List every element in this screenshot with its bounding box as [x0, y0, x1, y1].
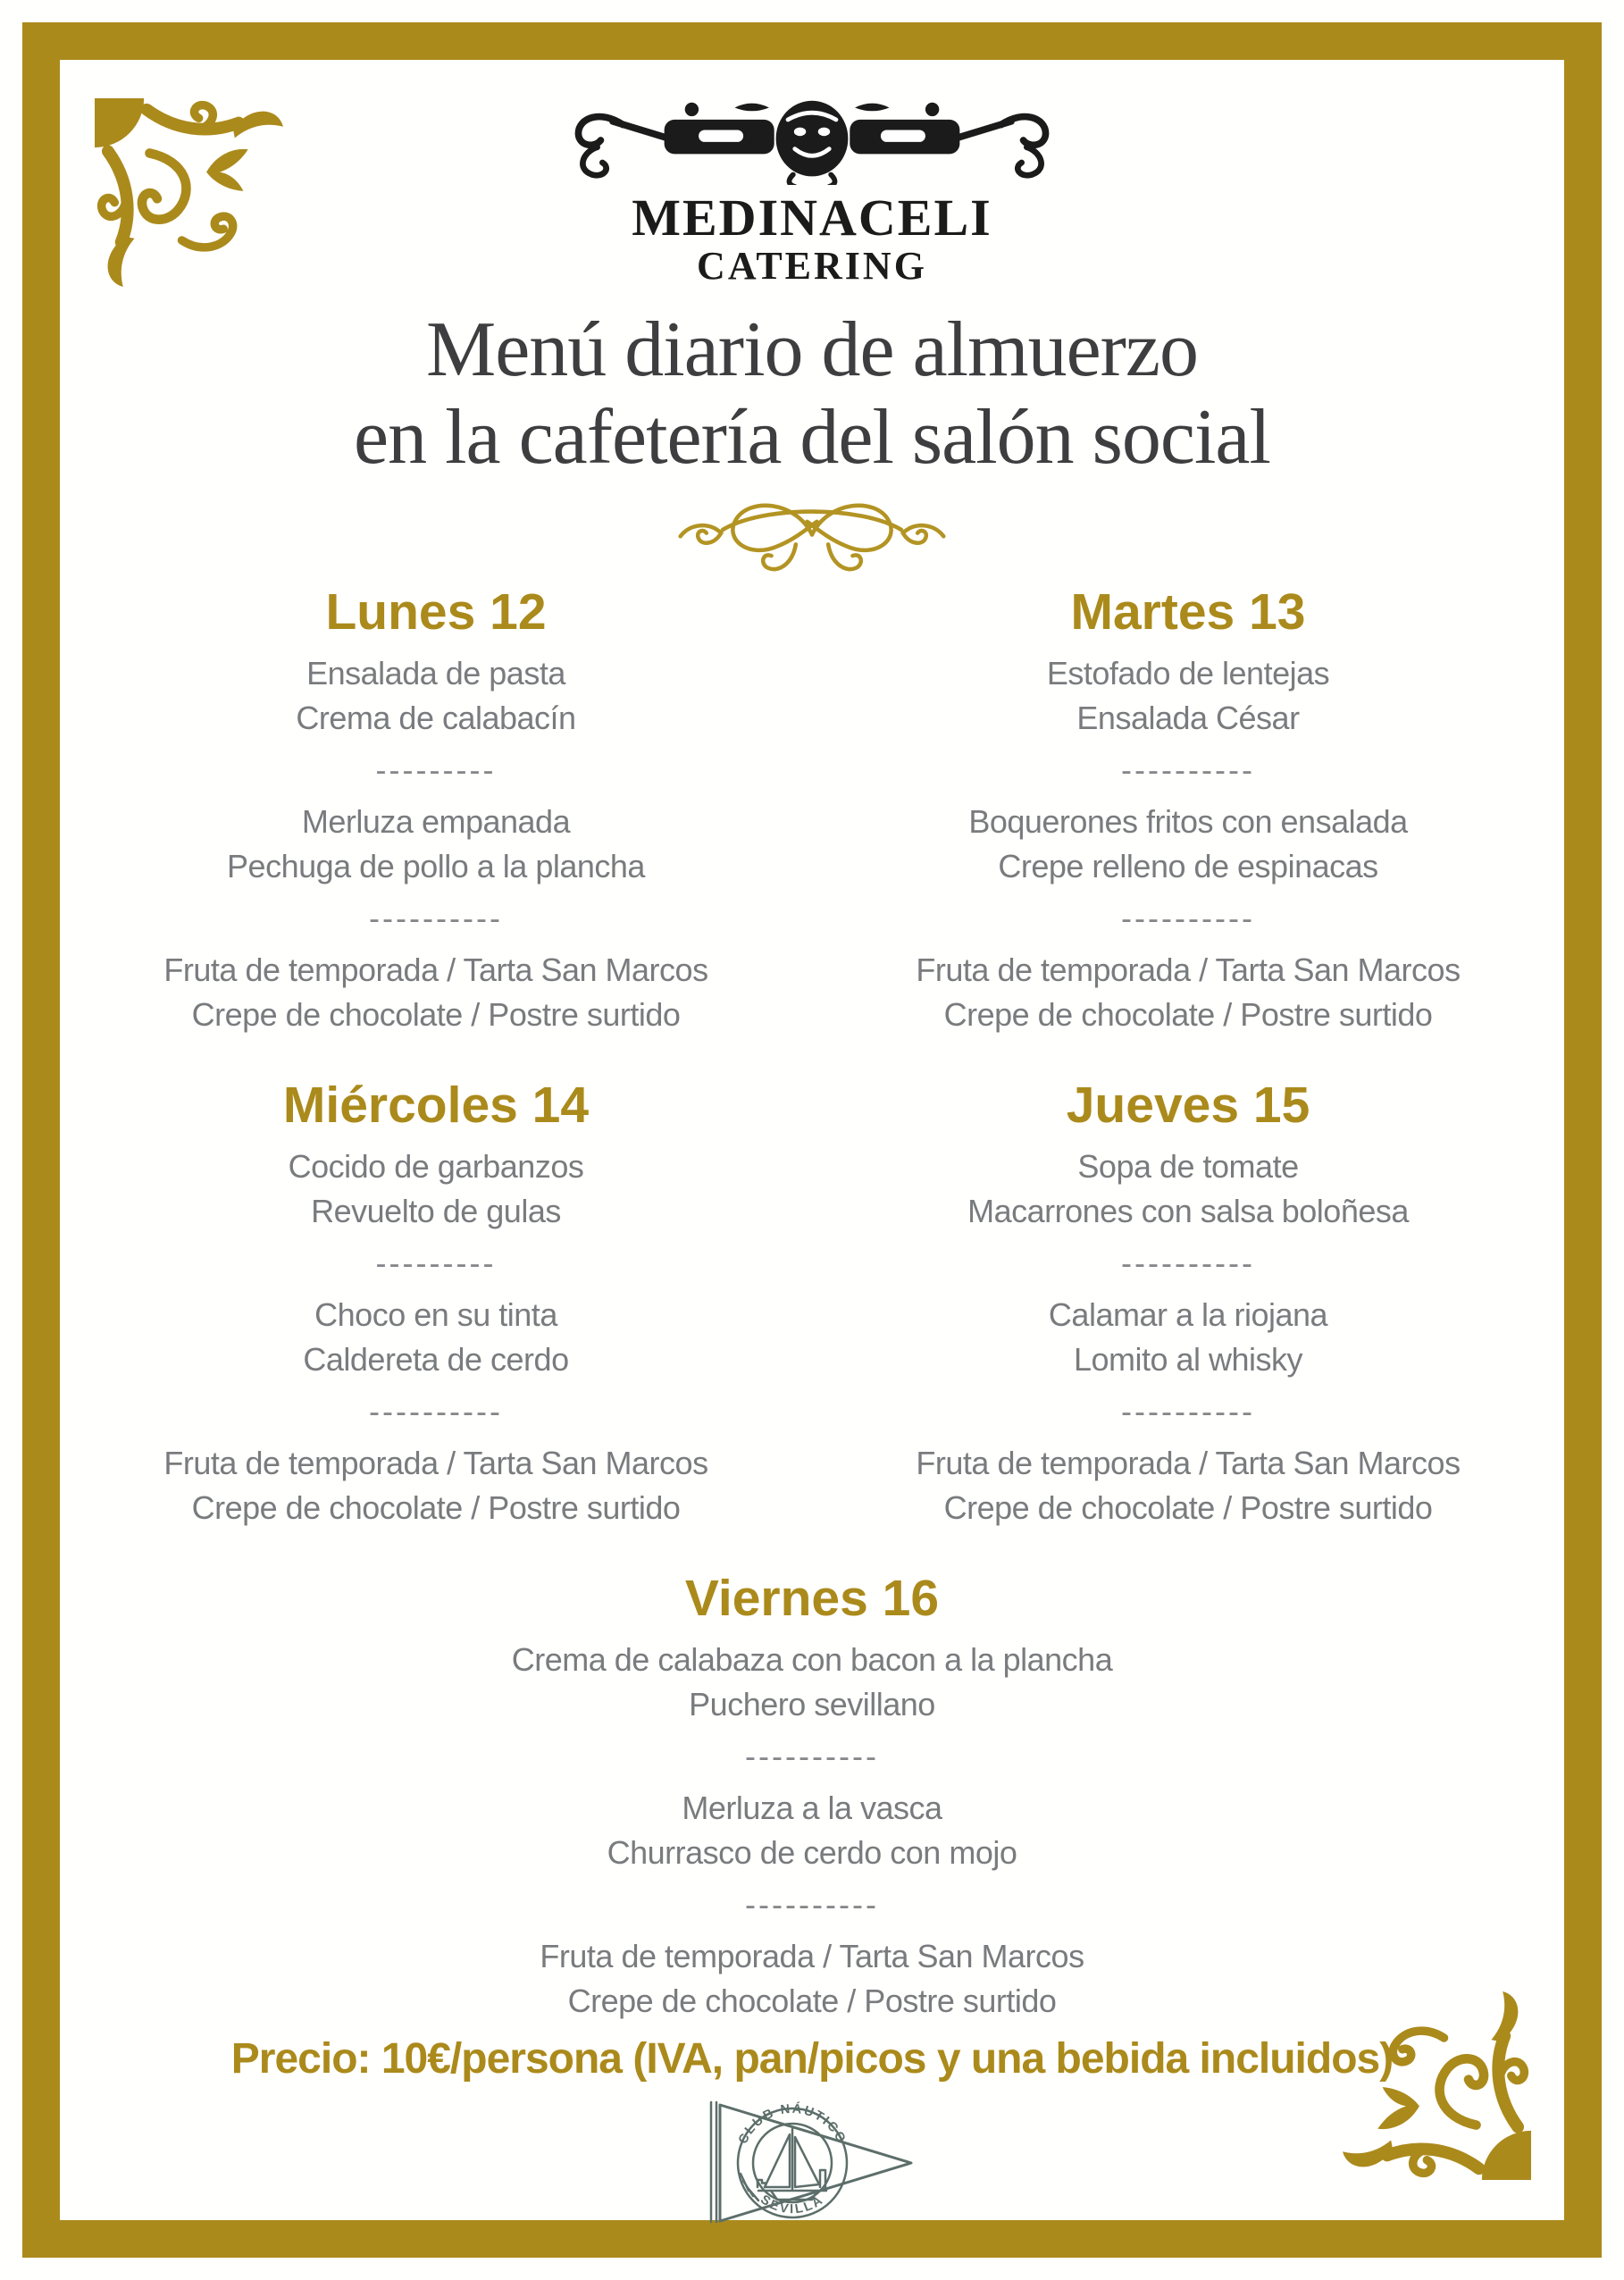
menu-item: Macarrones con salsa boloñesa [967, 1193, 1409, 1229]
menu-item: Crema de calabaza con bacon a la plancha [511, 1641, 1113, 1678]
menu-item: Crepe de chocolate / Postre surtido [943, 1489, 1433, 1526]
menu-item: Cocido de garbanzos [288, 1148, 584, 1185]
menu-page [60, 60, 1564, 2220]
stamp-wrap [60, 2095, 1564, 2234]
menu-item: Crema de calabacín [296, 700, 576, 736]
menu-item: Puchero sevillano [689, 1686, 935, 1723]
price-line: Precio: 10€/persona (IVA, pan/picos y una bebida incluidos) [230, 2035, 1394, 2083]
menu-item: Churrasco de cerdo con mojo [607, 1834, 1017, 1871]
day-section-viernes [60, 1570, 1564, 2024]
course-separator: ---------- [369, 1393, 503, 1429]
menu-item: Ensalada César [1076, 700, 1300, 736]
course-separator: ---------- [369, 900, 503, 936]
menu-item: Merluza a la vasca [682, 1790, 942, 1826]
menu-item: Calamar a la riojana [1048, 1296, 1328, 1333]
calligraphic-divider-icon [665, 494, 959, 583]
brand-name: MEDINACELI [632, 189, 992, 247]
day-title: Miércoles 14 [282, 1077, 590, 1134]
course-separator: ---------- [745, 1886, 879, 1923]
club-nautico-sevilla-stamp-icon [704, 2095, 920, 2229]
menu-item: Crepe de chocolate / Postre surtido [191, 996, 681, 1033]
menu-item: Crepe de chocolate / Postre surtido [567, 1982, 1057, 2019]
menu-item: Crepe de chocolate / Postre surtido [191, 1489, 681, 1526]
menu-item: Fruta de temporada / Tarta San Marcos [163, 1445, 708, 1481]
day-section-jueves [812, 1077, 1564, 1530]
course-separator: --------- [375, 1245, 497, 1281]
menu-item: Choco en su tinta [314, 1296, 557, 1333]
day-section-lunes [60, 583, 812, 1037]
menu-item: Lomito al whisky [1073, 1341, 1303, 1378]
menu-item: Revuelto de gulas [311, 1193, 561, 1229]
baroque-engraving-logo-icon [562, 96, 1062, 185]
menu-item: Sopa de tomate [1077, 1148, 1299, 1185]
brand-subname: CATERING [697, 244, 927, 288]
menu-item: Estofado de lentejas [1046, 655, 1330, 692]
day-section-miercoles [60, 1077, 812, 1530]
menu-item: Fruta de temporada / Tarta San Marcos [916, 1445, 1461, 1481]
menu-item: Crepe de chocolate / Postre surtido [943, 996, 1433, 1033]
page-title-line2: en la cafetería del salón social [354, 394, 1270, 481]
page-title [60, 306, 1564, 482]
day-title: Martes 13 [1070, 583, 1306, 641]
day-title: Viernes 16 [684, 1570, 940, 1627]
menu-item: Ensalada de pasta [306, 655, 565, 692]
menu-item: Merluza empanada [301, 803, 571, 840]
course-separator: ---------- [1121, 751, 1255, 788]
menu-item: Fruta de temporada / Tarta San Marcos [916, 951, 1461, 988]
weekly-menu [60, 583, 1564, 2024]
menu-item: Boquerones fritos con ensalada [968, 803, 1408, 840]
course-separator: ---------- [1121, 1393, 1255, 1429]
menu-item: Crepe relleno de espinacas [998, 848, 1378, 884]
course-separator: ---------- [1121, 900, 1255, 936]
day-title: Lunes 12 [325, 583, 547, 641]
course-separator: --------- [375, 751, 497, 788]
menu-item: Pechuga de pollo a la plancha [227, 848, 645, 884]
course-separator: ---------- [1121, 1245, 1255, 1281]
page-title-line1: Menú diario de almuerzo [425, 306, 1198, 393]
menu-item: Fruta de temporada / Tarta San Marcos [540, 1938, 1084, 1974]
day-section-martes [812, 583, 1564, 1037]
course-separator: ---------- [745, 1738, 879, 1774]
menu-item: Caldereta de cerdo [303, 1341, 569, 1378]
day-title: Jueves 15 [1066, 1077, 1310, 1134]
menu-item: Fruta de temporada / Tarta San Marcos [163, 951, 708, 988]
